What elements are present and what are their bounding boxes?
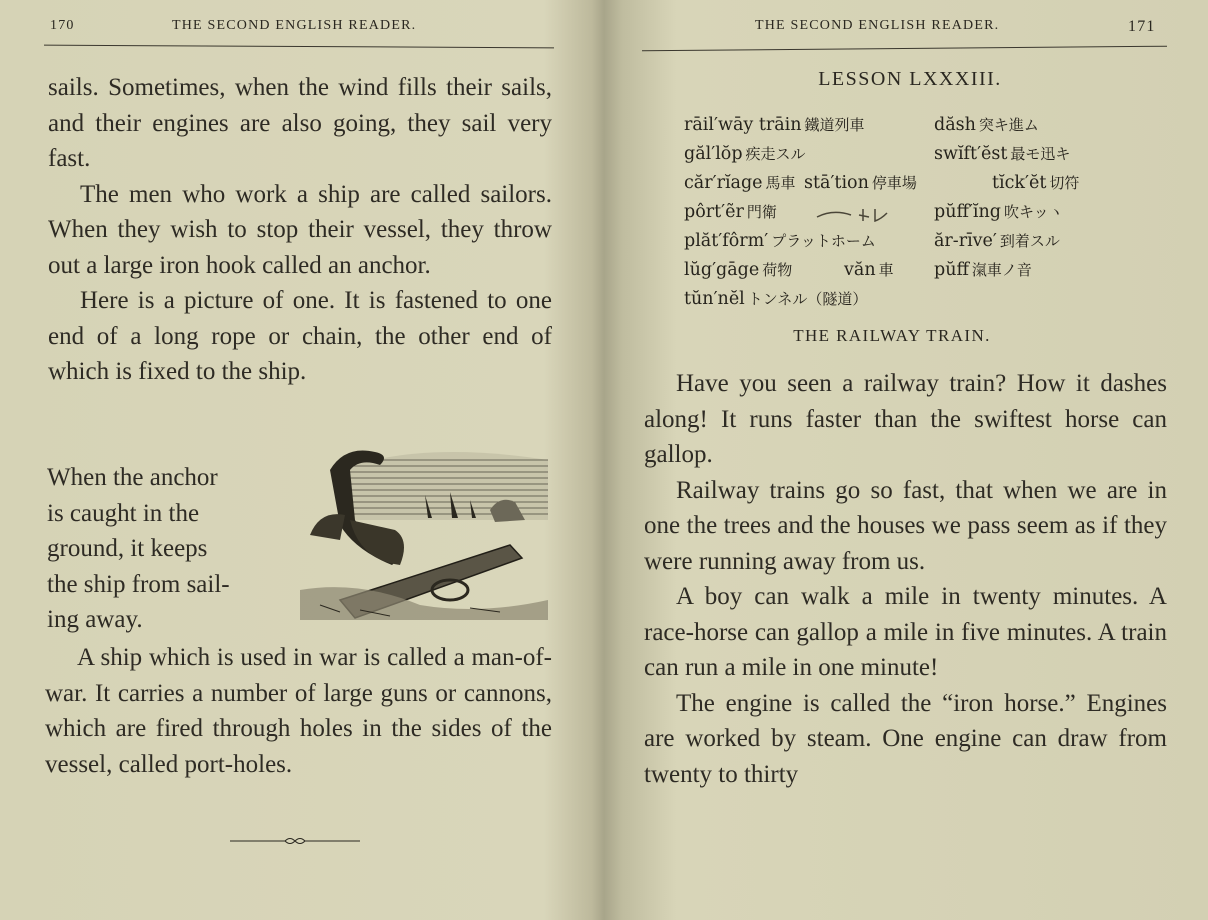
- vocab-entry: tŭn′nĕl トンネル（隧道）: [684, 289, 868, 309]
- vocab-entry: dăsh 突キ進ム: [934, 115, 1039, 135]
- paragraph: sails. Sometimes, when the wind fills their sails, and their engines are also going, they sail very fast.: [48, 74, 552, 172]
- right-header-rule: [642, 46, 1167, 52]
- right-page: [612, 0, 1208, 920]
- vocab-entry: plăt′fôrm′ プラットホーム: [684, 231, 876, 251]
- handwritten-pencil-note: [815, 205, 895, 225]
- vocab-entry: swĭft′ĕst 最モ迅キ: [934, 144, 1071, 164]
- vocab-entry: pôrt′ẽr 門衛: [684, 202, 777, 222]
- vocab-entry: pŭff′ĭng 吹キッヽ: [934, 202, 1064, 222]
- anchor-illustration: [300, 440, 548, 620]
- text-line: ground, it keeps: [47, 535, 208, 562]
- figure-side-text: [47, 460, 287, 638]
- paragraph: Railway trains go so fast, that when we are in one the trees and the houses we pass seem as if they were running away from us.: [644, 476, 1167, 575]
- left-lower-text: [45, 640, 552, 782]
- right-body-text: [644, 366, 1167, 792]
- vocab-entry: lŭg′gāge 荷物: [684, 260, 793, 280]
- text-line: is caught in the: [47, 499, 200, 527]
- section-title: THE RAILWAY TRAIN.: [793, 326, 991, 345]
- left-upper-text: [48, 70, 552, 390]
- vocab-entry: pŭff 滊車ノ音: [934, 260, 1032, 280]
- paragraph: Have you seen a railway train? How it dashes along! It runs faster than the swiftest horse can gallop.: [644, 370, 1167, 468]
- paragraph: A boy can walk a mile in twenty minutes. A race-horse can gallop a mile in five minutes. A train can run a mile in one minute!: [644, 583, 1167, 681]
- paragraph: A ship which is used in war is called a man-of-war. It carries a number of large guns or cannons, which are fired through holes in the sides of the vessel, called port-holes.: [45, 644, 552, 778]
- text-line: ing away.: [47, 606, 143, 633]
- vocab-entry: rāil′wāy trāin 鐵道列車: [684, 115, 865, 135]
- lesson-title: LESSON LXXXIII.: [818, 68, 1002, 90]
- left-page: [0, 0, 600, 920]
- section-end-ornament: [230, 834, 360, 848]
- vocab-entry: văn 車: [844, 260, 894, 280]
- right-page-number: 171: [1128, 18, 1156, 35]
- left-page-number: 170: [50, 18, 75, 33]
- paragraph: The engine is called the “iron horse.” Engines are worked by steam. One engine can draw from twenty to thirty: [644, 689, 1167, 788]
- vocab-entry: stā′tion 停車場: [804, 173, 917, 193]
- right-running-head: THE SECOND ENGLISH READER.: [755, 18, 1000, 33]
- left-header-rule: [44, 45, 554, 49]
- vocab-entry: căr′rĭage 馬車: [684, 173, 796, 193]
- paragraph: Here is a picture of one. It is fastened to one end of a long rope or chain, the other end of which is fixed to the ship.: [48, 287, 552, 385]
- text-line: the ship from sail-: [47, 570, 230, 598]
- vocab-entry: ăr-rīve′ 到着スル: [934, 231, 1060, 251]
- vocab-entry: găl′lŏp 疾走スル: [684, 144, 806, 164]
- paragraph: The men who work a ship are called sailors. When they wish to stop their vessel, they throw out a large iron hook called an anchor.: [48, 180, 552, 279]
- left-running-head: THE SECOND ENGLISH READER.: [172, 18, 417, 33]
- vocab-entry: tĭck′ĕt 切符: [992, 173, 1080, 193]
- text-line: When the anchor: [47, 464, 218, 491]
